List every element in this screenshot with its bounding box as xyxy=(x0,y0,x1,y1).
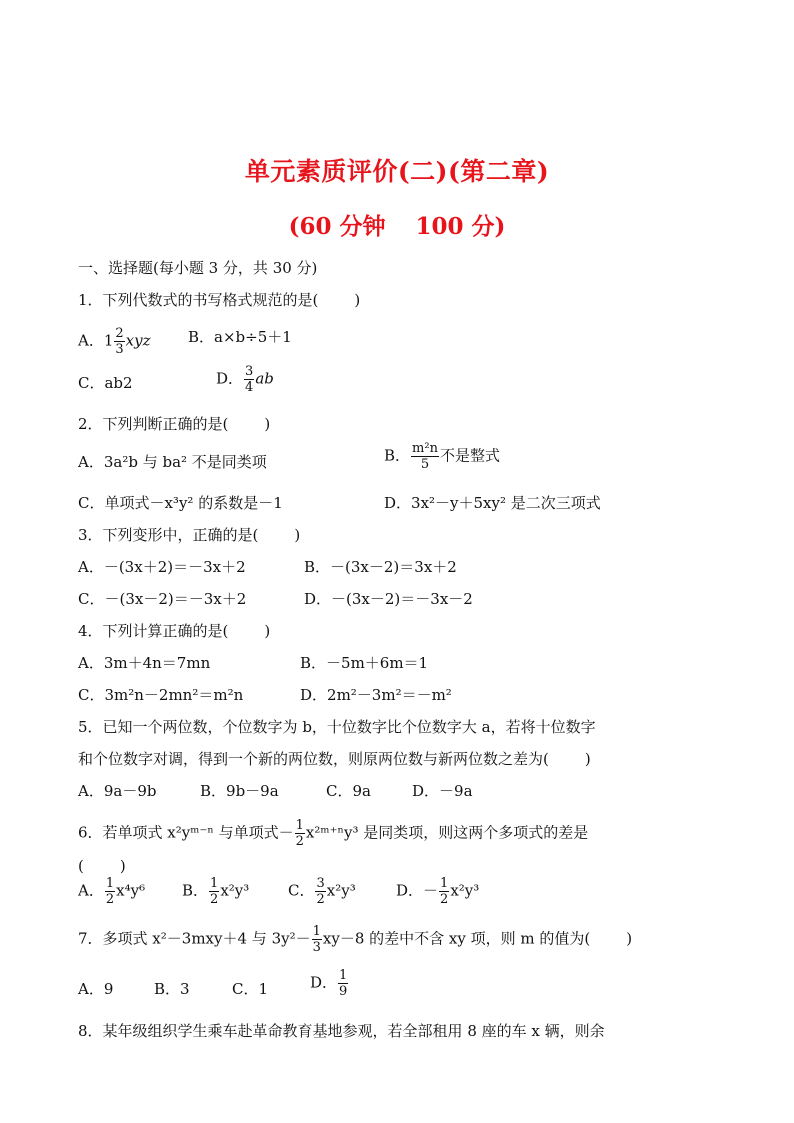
q5-option-c[interactable]: C．9a xyxy=(326,782,371,800)
page-title: 单元素质评价(二)(第二章) xyxy=(244,157,550,186)
q3-option-a[interactable]: A．－(3x＋2)＝－3x＋2 xyxy=(78,558,246,576)
duration-text: (60 分钟 xyxy=(288,213,386,240)
question-8-line-1: 8．某年级组织学生乘车赴革命教育基地参观，若全部租用 8 座的车 x 辆，则余 xyxy=(78,1022,605,1040)
q6-stem-part: 6．若单项式 x²yᵐ⁻ⁿ 与单项式－ $\frac{1}{2}$ x²ᵐ⁺ⁿy³ 是同类项，则这两个多项式的差是 xyxy=(78,818,589,849)
question-5-line-1: 5．已知一个两位数，个位数字为 b，十位数字比个位数字大 a，若将十位数字 xyxy=(78,718,596,736)
q2-option-d[interactable]: D．3x²－y＋5xy² 是二次三项式 xyxy=(384,494,601,512)
q2-option-c[interactable]: C．单项式－x³y² 的系数是－1 xyxy=(78,494,283,512)
question-3-options-cd xyxy=(78,588,473,610)
question-6-line-2: ( ) xyxy=(78,857,126,875)
question-3-stem: 3．下列变形中，正确的是( ) xyxy=(78,526,301,544)
q6-option-a[interactable]: A． $\frac{1}{2}$ x⁴y⁶ xyxy=(78,876,146,907)
q3-option-b[interactable]: B．－(3x－2)＝3x＋2 xyxy=(304,558,457,576)
q4-option-b[interactable]: B．－5m＋6m＝1 xyxy=(300,654,429,672)
q6-option-b[interactable]: B． $\frac{1}{2}$ x²y³ xyxy=(182,876,250,907)
question-1-stem: 1．下列代数式的书写格式规范的是( ) xyxy=(78,291,361,309)
q5-option-a[interactable]: A．9a－9b xyxy=(78,782,157,800)
page-subtitle xyxy=(0,208,794,241)
q1-option-b[interactable]: B．a×b÷5＋1 xyxy=(188,328,292,346)
q1-option-a[interactable]: A．1 $\frac{2}{3}$ xyz xyxy=(78,326,151,357)
question-5-line-2: 和个位数字对调，得到一个新的两位数，则原两位数与新两位数之差为( ) xyxy=(78,750,591,768)
question-4-options-ab xyxy=(78,652,429,674)
q3-option-c[interactable]: C．－(3x－2)＝－3x＋2 xyxy=(78,590,247,608)
question-2-stem: 2．下列判断正确的是( ) xyxy=(78,415,271,433)
q6-option-c[interactable]: C． $\frac{3}{2}$ x²y³ xyxy=(288,876,356,907)
q4-option-a[interactable]: A．3m＋4n＝7mn xyxy=(78,654,211,672)
q1-option-d[interactable]: D． $\frac{3}{4}$ ab xyxy=(216,364,274,395)
q5-option-b[interactable]: B．9b－9a xyxy=(200,782,279,800)
question-4-options-cd xyxy=(78,684,452,706)
question-3-options-ab xyxy=(78,556,457,578)
q2-option-b[interactable]: B． $\frac{\text{m²n}}{5}$ 不是整式 xyxy=(384,441,500,472)
q6-option-d[interactable]: D．－ $\frac{1}{2}$ x²y³ xyxy=(396,876,480,907)
q4-option-d[interactable]: D．2m²－3m²＝－m² xyxy=(300,686,452,704)
q3-option-d[interactable]: D．－(3x－2)＝－3x－2 xyxy=(304,590,473,608)
question-4-stem: 4．下列计算正确的是( ) xyxy=(78,622,271,640)
q7-option-d[interactable]: D． $\frac{1}{9}$ xyxy=(310,968,348,999)
question-2-options-cd xyxy=(78,492,601,514)
q7-stem-part: 7．多项式 x²－3mxy＋4 与 3y²－ $\frac{1}{3}$ xy－8 的差中不含 xy 项，则 m 的值为( ) xyxy=(78,924,633,955)
q7-option-a[interactable]: A．9 xyxy=(78,980,114,998)
q5-option-d[interactable]: D．－9a xyxy=(412,782,473,800)
score-text: 100 分) xyxy=(415,213,506,240)
q4-option-c[interactable]: C．3m²n－2mn²＝m²n xyxy=(78,686,244,704)
section-heading: 一、选择题(每小题 3 分，共 30 分) xyxy=(78,259,318,277)
q7-option-b[interactable]: B．3 xyxy=(154,980,190,998)
q7-option-c[interactable]: C．1 xyxy=(232,980,269,998)
q2-option-a[interactable]: A．3a²b 与 ba² 不是同类项 xyxy=(78,453,267,471)
q1-option-c[interactable]: C．ab2 xyxy=(78,374,133,392)
question-5-options xyxy=(78,780,473,802)
